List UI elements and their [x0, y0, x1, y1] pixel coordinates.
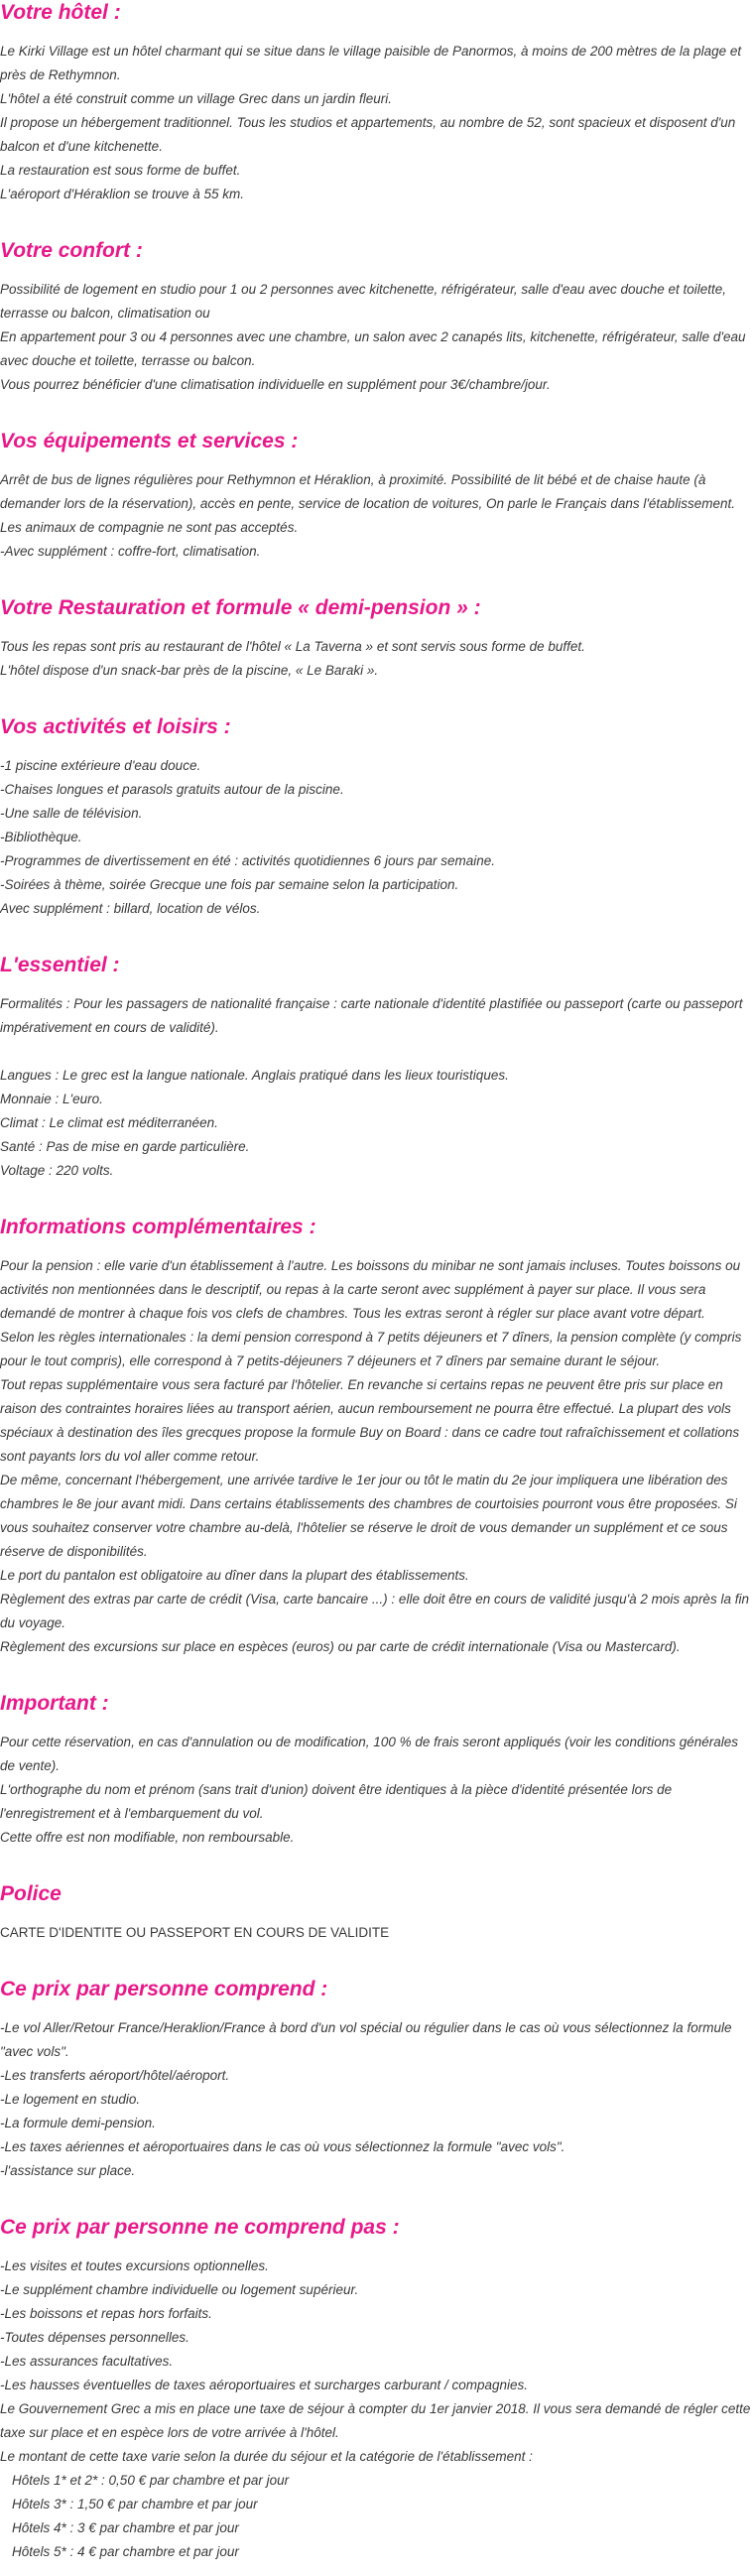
section-activites: [0, 683, 752, 921]
section-restauration: [0, 564, 752, 683]
police-line: CARTE D'IDENTITE OU PASSEPORT EN COURS DE VALIDITE: [0, 1925, 390, 1940]
activites-line: -Soirées à thème, soirée Grecque une fois par semaine selon la participation.: [0, 877, 459, 892]
tax-rate-line: Hôtels 1* et 2* : 0,50 € par chambre et par jour: [12, 2473, 290, 2488]
section-essentiel: [0, 921, 752, 1183]
comprend-line: -Le vol Aller/Retour France/Heraklion/France à bord d'un vol spécial ou régulier dans le cas où vous sélectionnez la formule "avec vols".: [0, 2020, 732, 2059]
ne-comprend-line: -Les boissons et repas hors forfaits.: [0, 2306, 212, 2321]
spacer: [0, 1040, 752, 1064]
heading-confort: Votre confort :: [0, 239, 143, 262]
confort-line: Possibilité de logement en studio pour 1 ou 2 personnes avec kitchenette, réfrigérateur, salle d'eau avec douche et toilette, terrasse ou balcon, climatisation ou: [0, 282, 727, 321]
infos-line: De même, concernant l'hébergement, une arrivée tardive le 1er jour ou tôt le matin du 2e jour impliquera une libération des chambres le 8e jour avant midi. Dans certains établissements des chambres de courtoisies pourront vous être proposées. Si vous souhaitez conserver votre chambre au-delà, l'hôtelier se réserve le droit de vous demander un supplément et ce sous réserve de disponibilités.: [0, 1473, 737, 1559]
equipements-line: Arrêt de bus de lignes régulières pour Rethymnon et Héraklion, à proximité. Possibilité de lit bébé et de chaise haute (à demander lors de la réservation), accès en pente, service de location de voitures, On parle le Français dans l'établissement. Les animaux de compagnie ne sont pas acceptés.: [0, 472, 735, 535]
hotel-line: L'aéroport d'Héraklion se trouve à 55 km.: [0, 187, 245, 201]
activites-line: -Programmes de divertissement en été : activités quotidiennes 6 jours par semaine.: [0, 853, 495, 868]
ne-comprend-line: Le Gouvernement Grec a mis en place une taxe de séjour à compter du 1er janvier 2018. Il vous sera demandé de régler cette taxe sur place et en espèce lors de votre arrivée à l'hôtel.: [0, 2401, 751, 2440]
essentiel-line: Voltage : 220 volts.: [0, 1163, 114, 1178]
ne-comprend-line: -Toutes dépenses personnelles.: [0, 2330, 189, 2345]
infos-line: Règlement des extras par carte de crédit (Visa, carte bancaire ...) : elle doit être en cours de validité jusqu'à 2 mois après la fin du voyage.: [0, 1592, 749, 1630]
ne-comprend-line: -Le supplément chambre individuelle ou logement supérieur.: [0, 2282, 359, 2297]
heading-hotel: Votre hôtel :: [0, 1, 121, 24]
tax-rate-line: Hôtels 4* : 3 € par chambre et par jour: [12, 2520, 239, 2535]
restauration-line: L'hôtel dispose d'un snack-bar près de la piscine, « Le Baraki ».: [0, 663, 379, 678]
section-hotel: [0, 0, 752, 206]
section-important: [0, 1659, 752, 1850]
tax-rate-line: Hôtels 5* : 4 € par chambre et par jour: [12, 2544, 239, 2559]
infos-line: Pour la pension : elle varie d'un établissement à l'autre. Les boissons du minibar ne sont jamais incluses. Toutes boissons ou activités non mentionnées dans le descriptif, ou repas à la carte seront avec supplément à payer sur place. Il vous sera demandé de montrer à chaque fois vos clefs de chambres. Tous les extras seront à régler sur place avant votre départ.: [0, 1258, 741, 1321]
infos-line: Selon les règles internationales : la demi pension correspond à 7 petits déjeuners et 7 dîners, la pension complète (y compris pour le tout compris), elle correspond à 7 petits-déjeuners 7 déjeuners et 7 dîners par semaine durant le séjour.: [0, 1330, 742, 1368]
important-line: Pour cette réservation, en cas d'annulation ou de modification, 100 % de frais seront appliqués (voir les conditions générales de vente).: [0, 1735, 739, 1773]
heading-important: Important :: [0, 1692, 109, 1715]
heading-restauration: Votre Restauration et formule « demi-pension » :: [0, 596, 481, 619]
comprend-line: -Le logement en studio.: [0, 2092, 141, 2107]
heading-activites: Vos activités et loisirs :: [0, 715, 231, 738]
essentiel-line: Langues : Le grec est la langue nationale. Anglais pratiqué dans les lieux touristiques.: [0, 1068, 509, 1083]
infos-line: Le port du pantalon est obligatoire au dîner dans la plupart des établissements.: [0, 1568, 469, 1583]
important-line: Cette offre est non modifiable, non remboursable.: [0, 1830, 295, 1845]
section-comprend: [0, 1945, 752, 2183]
comprend-line: -Les transferts aéroport/hôtel/aéroport.: [0, 2068, 230, 2083]
ne-comprend-line: -Les hausses éventuelles de taxes aéroportuaires et surcharges carburant / compagnies.: [0, 2378, 529, 2392]
infos-line: Règlement des excursions sur place en espèces (euros) ou par carte de crédit internationale (Visa ou Mastercard).: [0, 1639, 681, 1654]
heading-equipements: Vos équipements et services :: [0, 430, 299, 452]
comprend-line: -l'assistance sur place.: [0, 2163, 136, 2178]
activites-line: -Bibliothèque.: [0, 830, 82, 844]
heading-police: Police: [0, 1882, 62, 1905]
essentiel-line: Climat : Le climat est méditerranéen.: [0, 1115, 218, 1130]
comprend-line: -Les taxes aériennes et aéroportuaires dans le cas où vous sélectionnez la formule "avec vols".: [0, 2139, 565, 2154]
section-police: [0, 1850, 752, 1945]
important-line: L'orthographe du nom et prénom (sans trait d'union) doivent être identiques à la pièce d'identité présentée lors de l'enregistrement et à l'embarquement du vol.: [0, 1782, 673, 1821]
hotel-line: L'hôtel a été construit comme un village Grec dans un jardin fleuri.: [0, 91, 393, 106]
hotel-line: Le Kirki Village est un hôtel charmant qui se situe dans le village paisible de Panormos, à moins de 200 mètres de la plage et près de Rethymnon.: [0, 44, 742, 82]
confort-line: En appartement pour 3 ou 4 personnes avec une chambre, un salon avec 2 canapés lits, kitchenette, réfrigérateur, salle d'eau avec douche et toilette, terrasse ou balcon.: [0, 329, 746, 368]
heading-comprend: Ce prix par personne comprend :: [0, 1978, 328, 2000]
ne-comprend-line: Le montant de cette taxe varie selon la durée du séjour et la catégorie de l'établissement :: [0, 2449, 533, 2464]
heading-ne-comprend-pas: Ce prix par personne ne comprend pas :: [0, 2216, 400, 2239]
activites-line: Avec supplément : billard, location de vélos.: [0, 901, 261, 916]
ne-comprend-line: -Les visites et toutes excursions optionnelles.: [0, 2258, 269, 2273]
section-confort: [0, 206, 752, 397]
comprend-line: -La formule demi-pension.: [0, 2116, 156, 2130]
ne-comprend-line: -Les assurances facultatives.: [0, 2354, 174, 2369]
activites-line: -1 piscine extérieure d'eau douce.: [0, 758, 201, 773]
heading-infos: Informations complémentaires :: [0, 1216, 316, 1238]
hotel-line: Il propose un hébergement traditionnel. Tous les studios et appartements, au nombre de 52, sont spacieux et disposent d'un balcon et d'une kitchenette.: [0, 115, 736, 154]
section-infos: [0, 1183, 752, 1659]
infos-line: Tout repas supplémentaire vous sera facturé par l'hôtelier. En revanche si certains repas ne peuvent être pris sur place en raison des contraintes horaires liées au transport aérien, aucun remboursement ne pourra être effectué. La plupart des vols spéciaux à destination des îles grecques propose la formule Buy on Board : dans ce cadre tout rafraîchissement et collations sont payants lors du vol aller comme retour.: [0, 1377, 740, 1464]
hotel-line: La restauration est sous forme de buffet.: [0, 163, 241, 178]
tax-rate-line: Hôtels 3* : 1,50 € par chambre et par jour: [12, 2497, 258, 2512]
essentiel-line: Formalités : Pour les passagers de nationalité française : carte nationale d'identité plastifiée ou passeport (carte ou passeport impérativement en cours de validité).: [0, 996, 743, 1035]
section-ne-comprend-pas: [0, 2183, 752, 2564]
activites-line: -Chaises longues et parasols gratuits autour de la piscine.: [0, 782, 344, 797]
essentiel-line: Santé : Pas de mise en garde particulière.: [0, 1139, 250, 1154]
restauration-line: Tous les repas sont pris au restaurant de l'hôtel « La Taverna » et sont servis sous forme de buffet.: [0, 639, 585, 654]
equipements-line: -Avec supplément : coffre-fort, climatisation.: [0, 544, 261, 559]
essentiel-line: Monnaie : L'euro.: [0, 1092, 103, 1106]
section-equipements: [0, 397, 752, 564]
heading-essentiel: L'essentiel :: [0, 954, 120, 976]
activites-line: -Une salle de télévision.: [0, 806, 143, 821]
confort-line: Vous pourrez bénéficier d'une climatisation individuelle en supplément pour 3€/chambre/jour.: [0, 377, 551, 392]
